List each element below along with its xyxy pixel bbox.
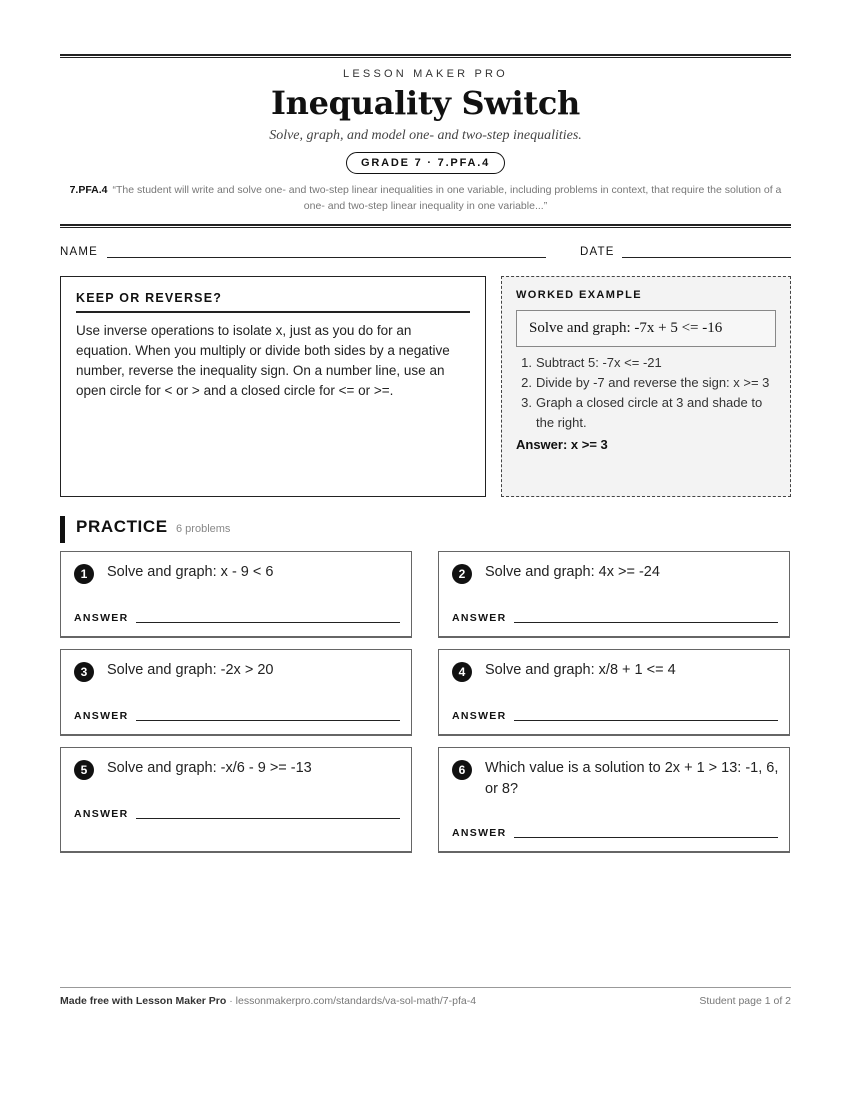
answer-label: ANSWER: [452, 612, 507, 624]
worked-step-number: 3.: [521, 395, 532, 410]
worksheet-page: [60, 0, 791, 1100]
page-title: Inequality Switch: [270, 84, 581, 122]
worked-step-text: Subtract 5: -7x <= -21: [536, 355, 662, 370]
worked-step: [516, 393, 776, 433]
problem-card: [438, 551, 790, 638]
practice-heading: PRACTICE: [76, 517, 168, 536]
problem-text: Solve and graph: -2x > 20: [107, 662, 274, 678]
worked-example-problem: Solve and graph: -7x + 5 <= -16: [516, 310, 776, 347]
problem-text: Solve and graph: x - 9 < 6: [107, 564, 274, 580]
standard-text: “The student will write and solve one- and two-step linear inequalities in one variable, including problems in context, that require the solution of a one- and two-step linear inequality in one variable...”: [112, 184, 782, 212]
worked-step-number: 2.: [521, 375, 532, 390]
worked-example-heading: WORKED EXAMPLE: [516, 289, 642, 301]
answer-field[interactable]: [136, 818, 400, 819]
problem-text: Solve and graph: -x/6 - 9 >= -13: [107, 760, 312, 776]
name-field[interactable]: [107, 257, 546, 258]
problem-text: Solve and graph: x/8 + 1 <= 4: [485, 662, 676, 678]
problem-text: Solve and graph: 4x >= -24: [485, 564, 660, 580]
answer-label: ANSWER: [74, 710, 129, 722]
worked-step: [516, 373, 776, 393]
footer-credit: [60, 995, 476, 1007]
worked-example-steps: [516, 353, 776, 433]
problem-card: [60, 649, 412, 736]
brand-name: LESSON MAKER PRO: [343, 68, 508, 80]
answer-label: ANSWER: [452, 827, 507, 839]
problem-card: [438, 649, 790, 736]
page-subtitle: Solve, graph, and model one- and two-step inequalities.: [269, 128, 582, 143]
answer-field[interactable]: [514, 720, 778, 721]
header-bottom-rule: [60, 224, 791, 228]
practice-accent-bar: [60, 516, 65, 543]
grade-badge-wrap: [60, 152, 791, 174]
footer-made-with: Made free with Lesson Maker Pro: [60, 995, 227, 1007]
name-label: NAME: [60, 246, 99, 258]
footer-page-number: Student page 1 of 2: [699, 995, 791, 1007]
problem-number-badge: 4: [452, 662, 472, 682]
standard-description: [60, 182, 791, 214]
worked-step: [516, 353, 776, 373]
problem-number-badge: 1: [74, 564, 94, 584]
keep-or-reverse-body: Use inverse operations to isolate x, just as you do for an equation. When you multiply or divide both sides by a negative number, reverse the inequality sign. On a number line, use an open circle for < or > and a closed circle for <= or >=.: [76, 323, 450, 398]
worked-step-text: Divide by -7 and reverse the sign: x >= 3: [536, 375, 770, 390]
standard-code: 7.PFA.4: [69, 184, 108, 196]
problem-card: [60, 747, 412, 853]
answer-label: ANSWER: [74, 808, 129, 820]
worked-step-number: 1.: [521, 355, 532, 370]
date-label: DATE: [580, 246, 615, 258]
footer-url[interactable]: · lessonmakerpro.com/standards/va-sol-math/7-pfa-4: [226, 995, 477, 1007]
worked-example-panel: [501, 276, 791, 497]
keep-or-reverse-heading: KEEP OR REVERSE?: [76, 291, 470, 313]
problem-text: Which value is a solution to 2x + 1 > 13: -1, 6, or 8?: [485, 760, 779, 797]
problem-number-badge: 5: [74, 760, 94, 780]
footer-rule: [60, 987, 791, 988]
problem-card: [60, 551, 412, 638]
grade-badge: GRADE 7 · 7.PFA.4: [346, 152, 505, 174]
practice-count: 6 problems: [176, 523, 231, 535]
answer-label: ANSWER: [452, 710, 507, 722]
worked-step-text: Graph a closed circle at 3 and shade to the right.: [536, 395, 763, 430]
answer-label: ANSWER: [74, 612, 129, 624]
worked-example-answer: Answer: x >= 3: [516, 437, 608, 452]
problem-number-badge: 6: [452, 760, 472, 780]
answer-field[interactable]: [136, 622, 400, 623]
problem-number-badge: 3: [74, 662, 94, 682]
answer-field[interactable]: [514, 622, 778, 623]
problem-number-badge: 2: [452, 564, 472, 584]
answer-field[interactable]: [514, 837, 778, 838]
problem-card: [438, 747, 790, 853]
answer-field[interactable]: [136, 720, 400, 721]
date-field[interactable]: [622, 257, 791, 258]
header-top-rule: [60, 54, 791, 58]
keep-or-reverse-panel: [60, 276, 486, 497]
